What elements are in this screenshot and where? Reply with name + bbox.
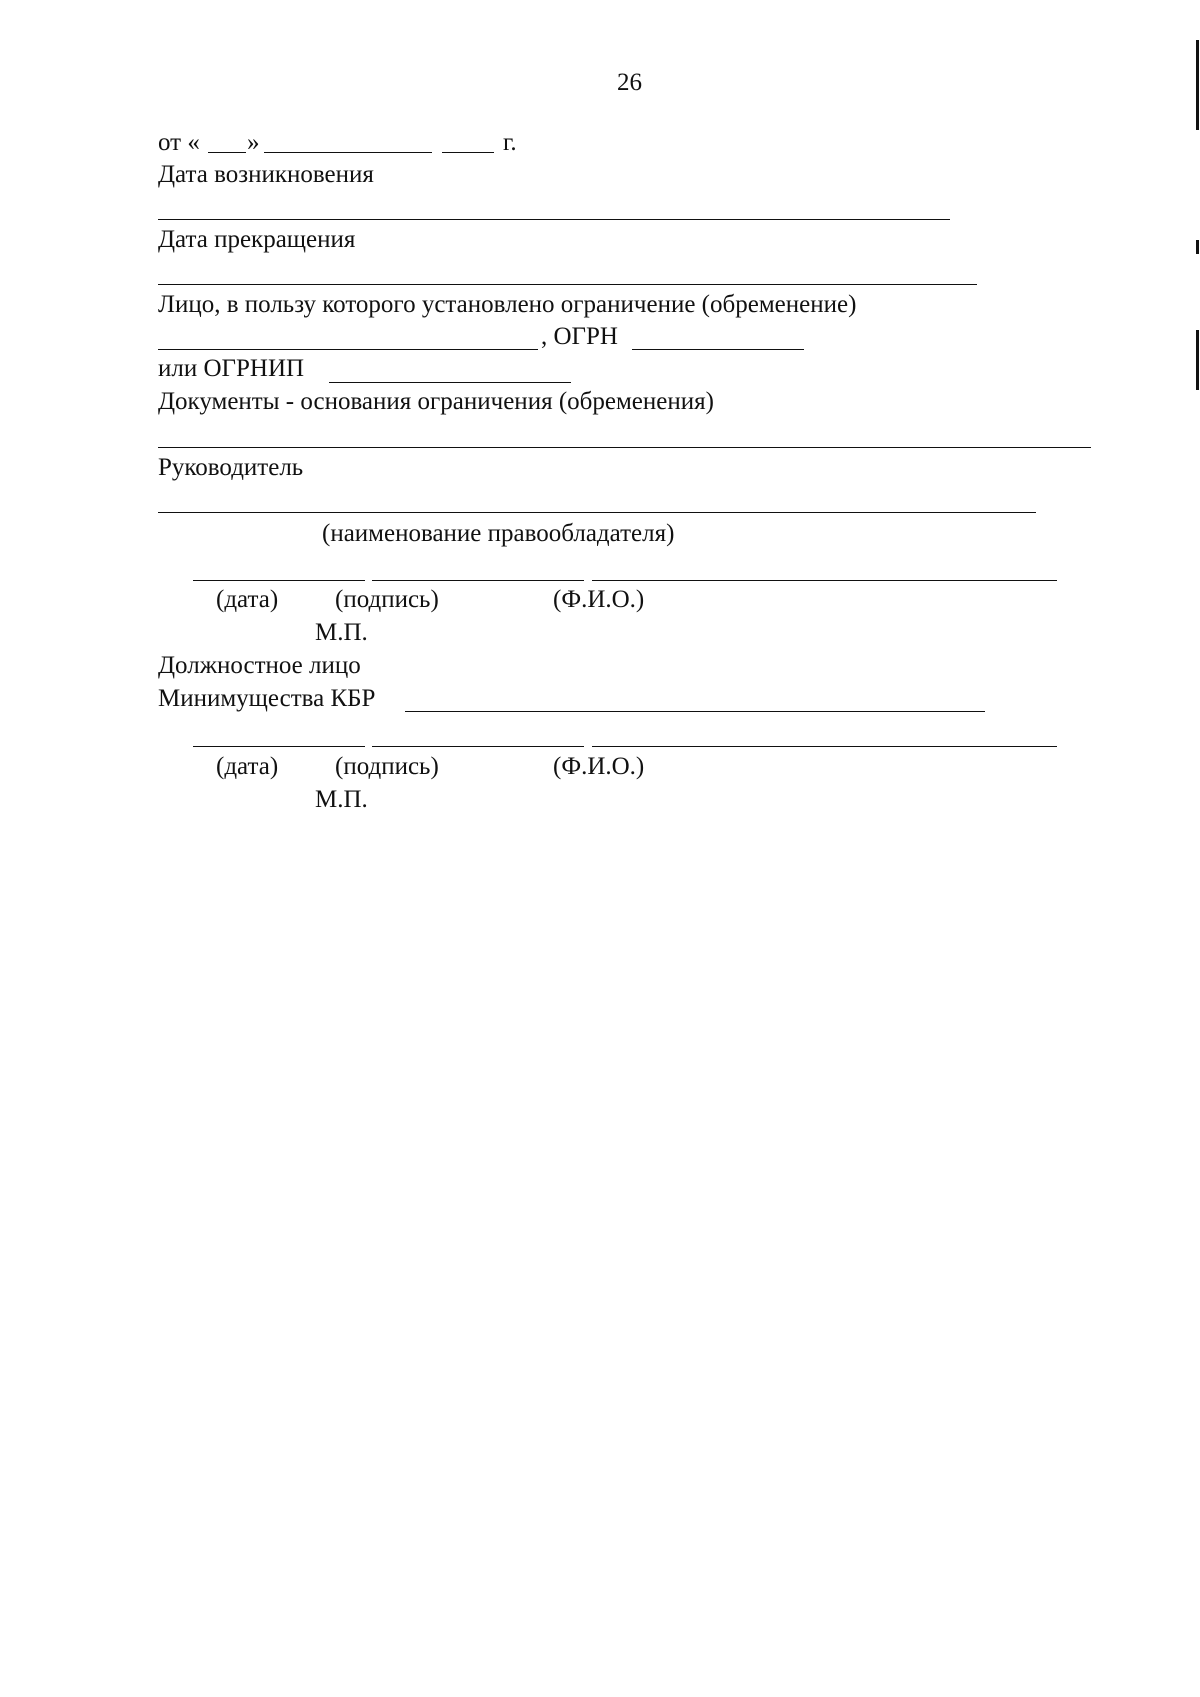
sign2-name-field[interactable] [592,746,1057,747]
month-field[interactable] [264,152,432,153]
sign1-date-caption: (дата) [216,586,279,613]
sign1-date-field[interactable] [193,580,365,581]
date-prefix: от « [158,129,200,156]
sign2-date-caption: (дата) [216,753,279,780]
date-close-quote: » [247,129,260,156]
sign1-name-caption: (Ф.И.О.) [553,586,645,613]
official-label: Должностное лицо [158,652,361,679]
year-field[interactable] [442,152,494,153]
day-field[interactable] [208,152,246,153]
date-end-field[interactable] [158,284,977,285]
date-end-label: Дата прекращения [158,226,356,253]
ogrn-field[interactable] [632,349,804,350]
sign2-signature-caption: (подпись) [335,753,439,780]
holder-name-caption: (наименование правообладателя) [322,520,675,547]
sign1-signature-caption: (подпись) [335,586,439,613]
year-suffix: г. [503,129,517,156]
ministry-field[interactable] [405,711,985,712]
sign1-stamp: М.П. [315,619,368,646]
scan-edge-mark [1196,330,1199,390]
beneficiary-field[interactable] [158,349,538,350]
ministry-label: Минимущества КБР [158,685,376,712]
holder-name-field[interactable] [158,512,1036,513]
sign2-signature-field[interactable] [372,746,584,747]
scan-edge-mark [1196,40,1199,130]
scan-edge-mark [1196,240,1199,254]
head-label: Руководитель [158,454,304,481]
basis-documents-field[interactable] [158,447,1091,448]
sign2-date-field[interactable] [193,746,365,747]
ogrnip-field[interactable] [329,382,571,383]
sign1-name-field[interactable] [592,580,1057,581]
ogrnip-label: или ОГРНИП [158,355,305,382]
sign2-stamp: М.П. [315,786,368,813]
date-start-field[interactable] [158,219,950,220]
date-start-label: Дата возникновения [158,161,374,188]
beneficiary-label: Лицо, в пользу которого установлено ограничение (обременение) [158,291,857,318]
ogrn-label: , ОГРН [541,323,618,350]
sign1-signature-field[interactable] [372,580,584,581]
sign2-name-caption: (Ф.И.О.) [553,753,645,780]
page-number: 26 [617,69,642,96]
basis-documents-label: Документы - основания ограничения (обременения) [158,388,714,415]
